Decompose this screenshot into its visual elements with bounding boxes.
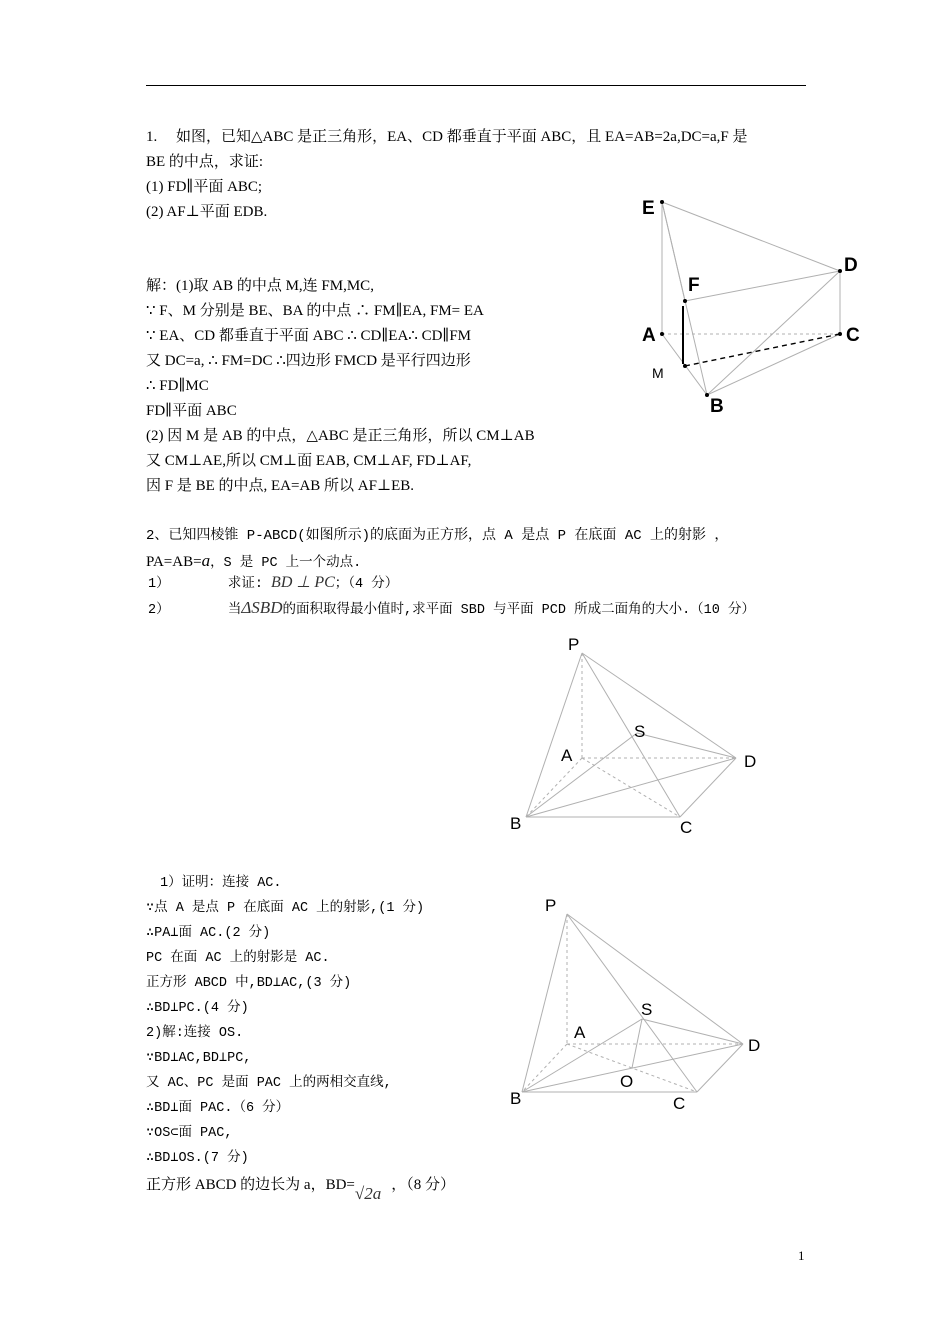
p1-solution-line: FD∥平面 ABC [146,403,237,419]
proof-line: 正方形 ABCD 中,BD⊥AC,(3 分) [146,976,352,991]
proof-line: ∵点 A 是点 P 在底面 AC 上的射影,(1 分) [146,901,425,916]
proof-line: ∴BD⊥面 PAC.（6 分） [146,1101,290,1116]
q2-rest: 的面积取得最小值时,求平面 SBD 与平面 PCD 所成二面角的大小.（10 分） [282,603,755,618]
edge-BD [526,758,736,817]
proof-line: ∵OS⊂面 PAC, [146,1126,233,1141]
p1-solution-line: 解：(1)取 AB 的中点 M,连 FM,MC, [146,278,374,294]
p2-title-pa: PA=AB= [146,554,202,570]
label-B: B [510,1089,522,1108]
edge-PD [567,914,743,1044]
label-A: A [642,325,656,346]
proof-line: PC 在面 AC 上的射影是 AC. [146,951,330,966]
point-M [683,364,687,368]
q2-number: 2） [148,603,170,618]
point-C [838,332,842,336]
label-A: A [561,746,573,765]
p1-question-1: (1) FD∥平面 ABC; [146,179,263,195]
edge-PC [567,914,697,1092]
proof-line: 1）证明：连接 AC. [160,876,282,891]
p1-question-2: (2) AF⊥平面 EDB. [146,204,268,220]
edge-CD [680,758,736,817]
label-C: C [846,325,860,346]
point-B [705,393,709,397]
proof-line: 2)解:连接 OS. [146,1026,244,1041]
p1-solution-line: 因 F 是 BE 的中点, EA=AB 所以 AF⊥EB. [146,478,415,494]
proof-line: ∴BD⊥PC.(4 分) [146,1001,249,1016]
proof-last-text: 正方形 ABCD 的边长为 a，BD= [146,1177,355,1193]
label-D: D [748,1036,761,1055]
edge-BC [707,334,840,395]
proof-line: ∵BD⊥AC,BD⊥PC, [146,1051,252,1066]
p2-question-2 [148,598,755,621]
q2-text: 当 [227,603,242,618]
point-D [838,269,842,273]
q1-points: ；（4 分） [334,577,399,592]
page-number: 1 [798,1248,805,1263]
edge-AB [522,1044,567,1092]
edge-CD [697,1044,743,1092]
p2-question-1 [148,573,398,595]
p1-figure [630,190,870,420]
p1-solution-line: 又 CM⊥AE,所以 CM⊥面 EAB, CM⊥AF, FD⊥AF, [146,453,472,469]
p1-solution-line: 又 DC=a, ∴ FM=DC ∴四边形 FMCD 是平行四边形 [146,353,471,369]
p1-solution-line: ∵ EA、CD 都垂直于平面 ABC ∴ CD∥EA∴ CD∥FM [146,328,472,344]
proof-line: ∴BD⊥OS.(7 分) [146,1151,249,1166]
p2-figure-1 [500,630,780,845]
point-E [660,200,664,204]
label-S: S [634,722,646,741]
p2-title-line1: 2、已知四棱锥 P-ABCD(如图所示)的底面为正方形，点 A 是点 P 在底面 AC 上的射影 ， [146,528,729,544]
p2-title-line2 [146,551,361,574]
label-D: D [744,752,757,771]
label-P: P [568,635,580,654]
edge-PB [526,653,582,817]
proof-line: 又 AC、PC 是面 PAC 上的两相交直线, [146,1076,392,1091]
p1-title-line2: BE 的中点，求证: [146,154,264,170]
point-F [683,299,687,303]
edge-DB [707,271,840,395]
proof-last-line [146,1174,455,1203]
label-B: B [710,396,724,417]
label-S: S [641,1000,653,1019]
header-rule [146,85,806,86]
p1-solution-line: ∴ FD∥MC [146,378,209,394]
segment-MC [685,334,840,366]
label-A: A [574,1023,586,1042]
edge-PB [522,914,567,1092]
q1-number: 1） [148,577,170,592]
sqrt-2a: √2a [354,1184,382,1203]
q1-text: 求证: [227,577,263,592]
q2-math: ΔSBD [241,598,283,617]
edge-EF [662,202,685,301]
label-C: C [680,818,693,837]
edge-FD [685,271,840,301]
edge-AB [526,758,582,817]
edge-SD [642,1019,743,1044]
edge-PC [582,653,680,817]
label-M: M [652,365,664,381]
proof-last-points: ，（8 分） [391,1177,455,1193]
p1-solution-line: ∵ F、M 分别是 BE、BA 的中点 ∴ FM∥EA, FM= EA [146,303,484,319]
p2-var-a: a [201,551,211,570]
edge-ED [662,202,840,271]
label-D: D [844,255,858,276]
q1-math: BD ⊥ PC [271,574,335,591]
p1-solution-line: (2) 因 M 是 AB 的中点，△ABC 是正三角形，所以 CM⊥AB [146,428,535,444]
label-E: E [642,198,655,219]
edge-PD [582,653,736,758]
label-O: O [620,1072,634,1091]
p2-figure-2 [500,892,780,1112]
edge-SD [637,733,736,758]
label-B: B [510,814,522,833]
label-F: F [688,275,700,296]
label-P: P [545,896,557,915]
proof-line: ∴PA⊥面 AC.(2 分) [146,926,271,941]
p2-title-s: ，S 是 PC 上一个动点. [210,556,362,571]
p1-title-line1: 1. 如图，已知△ABC 是正三角形，EA、CD 都垂直于平面 ABC，且 EA=AB=2a,DC=a,F 是 [146,129,748,145]
label-C: C [673,1094,686,1112]
point-A [660,332,664,336]
